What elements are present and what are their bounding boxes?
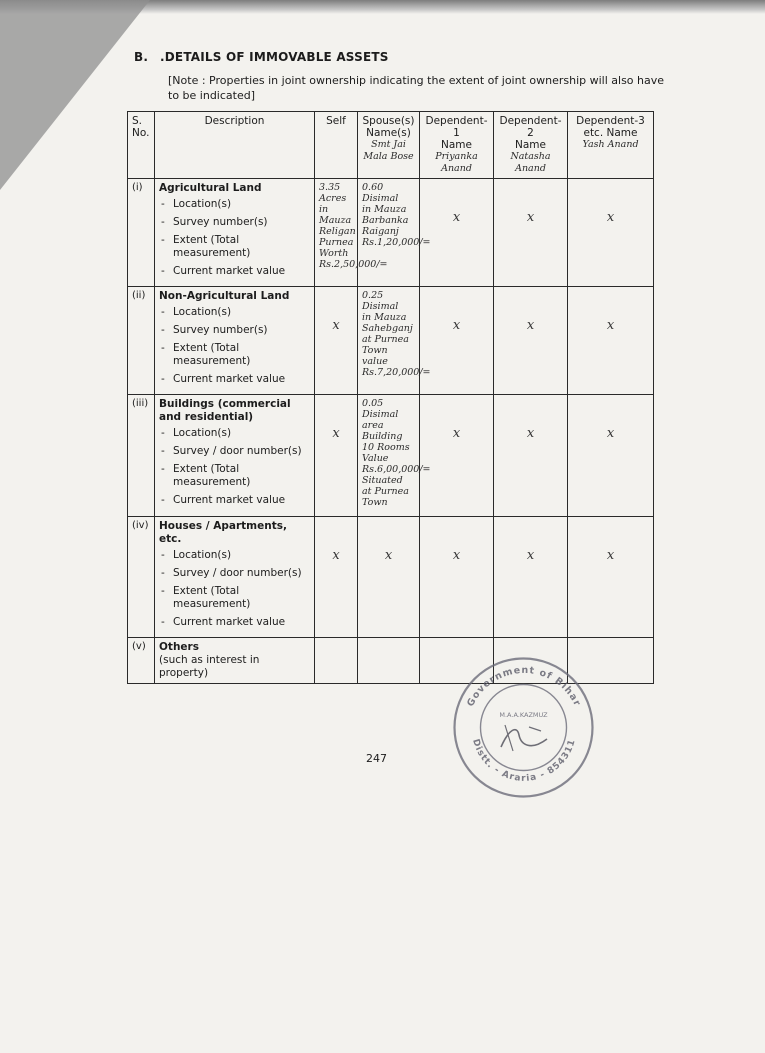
list-item: - Location(s) xyxy=(159,427,310,440)
list-item: - Survey / door number(s) xyxy=(159,445,310,458)
row-title-sub: (such as interest in property) xyxy=(159,654,260,679)
row-description xyxy=(155,179,315,287)
cell-self xyxy=(315,287,358,395)
row-sno: (i) xyxy=(128,179,155,287)
cross-mark: x xyxy=(332,548,340,563)
cell-dep2 xyxy=(494,395,568,517)
handwritten-spouse-name: Smt Jai Mala Bose xyxy=(363,139,414,162)
cell-self xyxy=(315,395,358,517)
handwritten-dep1-name: Priyanka Anand xyxy=(435,151,478,174)
cell-dep2 xyxy=(494,517,568,638)
seal-top-text: Government of Bihar xyxy=(465,664,583,709)
cell-dep2 xyxy=(494,179,568,287)
svg-text:Distt. - Araria - 854311 xyxy=(470,738,578,784)
header-dep3 xyxy=(568,112,654,179)
cell-dep1 xyxy=(420,179,494,287)
row-sno: (v) xyxy=(128,638,155,684)
table-row xyxy=(128,179,654,287)
cell-self: 3.35 Acres in Mauza Religan Purnea Worth Rs.2,50,000/= xyxy=(315,179,358,287)
row-items xyxy=(159,549,310,629)
row-title: Houses / Apartments, etc. xyxy=(159,520,287,545)
row-title: Non-Agricultural Land xyxy=(159,290,290,302)
section-heading xyxy=(134,50,389,64)
immovable-assets-table xyxy=(127,111,654,684)
header-description: Description xyxy=(155,112,315,179)
cross-mark: x xyxy=(526,548,535,563)
header-dep1 xyxy=(420,112,494,179)
cross-mark: x xyxy=(606,318,615,333)
cell-spouse: 0.25 Disimal in Mauza Sahebganj at Purnea Town value Rs.7,20,000/= xyxy=(358,287,420,395)
section-note: [Note : Properties in joint ownership indicating the extent of joint ownership will also have to be indicated] xyxy=(168,74,665,102)
row-description xyxy=(155,638,315,684)
cross-mark: x xyxy=(526,210,535,225)
header-sno: S. No. xyxy=(128,112,155,179)
row-items xyxy=(159,427,310,507)
cell-dep3 xyxy=(568,395,654,517)
list-item: - Current market value xyxy=(159,265,310,278)
cell-self xyxy=(315,517,358,638)
list-item: - Extent (Total measurement) xyxy=(159,234,310,260)
list-item: - Location(s) xyxy=(159,198,310,211)
list-item: - Current market value xyxy=(159,494,310,507)
section-title: .DETAILS OF IMMOVABLE ASSETS xyxy=(160,50,389,64)
cross-mark: x xyxy=(452,426,461,441)
header-dep1-label: Dependent-1 xyxy=(425,115,488,139)
cross-mark: x xyxy=(332,318,340,333)
cell-dep3 xyxy=(568,517,654,638)
header-dep2-label: Dependent-2 xyxy=(499,115,562,139)
cross-mark: x xyxy=(452,548,461,563)
handwritten-dep2-name: Natasha Anand xyxy=(510,151,551,174)
cross-mark: x xyxy=(384,548,393,563)
cross-mark: x xyxy=(606,210,615,225)
table-row xyxy=(128,517,654,638)
list-item: - Survey / door number(s) xyxy=(159,567,310,580)
cross-mark: x xyxy=(452,318,461,333)
cell-dep3 xyxy=(568,179,654,287)
list-item: - Extent (Total measurement) xyxy=(159,463,310,489)
row-sno: (iv) xyxy=(128,517,155,638)
list-item: - Survey number(s) xyxy=(159,324,310,337)
header-spouse-label: Spouse(s) xyxy=(362,115,415,127)
header-dep3-sub: etc. Name xyxy=(583,127,638,139)
row-items xyxy=(159,198,310,278)
header-dep3-label: Dependent-3 xyxy=(576,115,645,127)
row-description xyxy=(155,287,315,395)
cell-spouse: 0.05 Disimal area Building 10 Rooms Value Rs.6,00,000/= Situated at Purnea Town xyxy=(358,395,420,517)
signature-stroke xyxy=(505,725,541,751)
cell-spouse xyxy=(358,517,420,638)
cross-mark: x xyxy=(606,426,615,441)
list-item: - Current market value xyxy=(159,616,310,629)
cross-mark: x xyxy=(452,210,461,225)
cross-mark: x xyxy=(526,318,535,333)
row-description xyxy=(155,395,315,517)
handwritten-dep3-name: Yash Anand xyxy=(582,139,639,150)
row-sno: (ii) xyxy=(128,287,155,395)
cross-mark: x xyxy=(606,548,615,563)
cell-spouse xyxy=(358,638,420,684)
list-item: - Current market value xyxy=(159,373,310,386)
row-items xyxy=(159,306,310,386)
cell-spouse: 0.60 Disimal in Mauza Barbanka Raiganj Rs.1,20,000/= xyxy=(358,179,420,287)
header-dep2-sub: Name xyxy=(515,139,546,151)
list-item: - Location(s) xyxy=(159,306,310,319)
cell-self xyxy=(315,638,358,684)
cell-dep2 xyxy=(494,287,568,395)
signature-scrawl xyxy=(501,730,547,747)
cell-dep1 xyxy=(420,517,494,638)
row-sno: (iii) xyxy=(128,395,155,517)
header-dep1-sub: Name xyxy=(441,139,472,151)
row-title: Others xyxy=(159,641,199,653)
row-description xyxy=(155,517,315,638)
header-self: Self xyxy=(315,112,358,179)
section-letter: B. xyxy=(134,50,149,64)
seal-center-text: M.A.A.KAZMUZ xyxy=(499,711,548,719)
official-seal xyxy=(451,655,596,800)
cell-dep1 xyxy=(420,287,494,395)
header-spouse xyxy=(358,112,420,179)
list-item: - Location(s) xyxy=(159,549,310,562)
cross-mark: x xyxy=(526,426,535,441)
table-row xyxy=(128,287,654,395)
page-number: 247 xyxy=(366,752,387,765)
table-row xyxy=(128,395,654,517)
cell-dep1 xyxy=(420,395,494,517)
table-header-row xyxy=(128,112,654,179)
row-title: Agricultural Land xyxy=(159,182,262,194)
header-dep2 xyxy=(494,112,568,179)
header-spouse-sub: Name(s) xyxy=(366,127,411,139)
cell-dep3 xyxy=(568,287,654,395)
seal-bottom-text: Distt. - Araria - 854311 xyxy=(470,737,578,784)
cross-mark: x xyxy=(332,426,340,441)
row-title: Buildings (commercial and residential) xyxy=(159,398,291,423)
list-item: - Extent (Total measurement) xyxy=(159,585,310,611)
list-item: - Survey number(s) xyxy=(159,216,310,229)
list-item: - Extent (Total measurement) xyxy=(159,342,310,368)
